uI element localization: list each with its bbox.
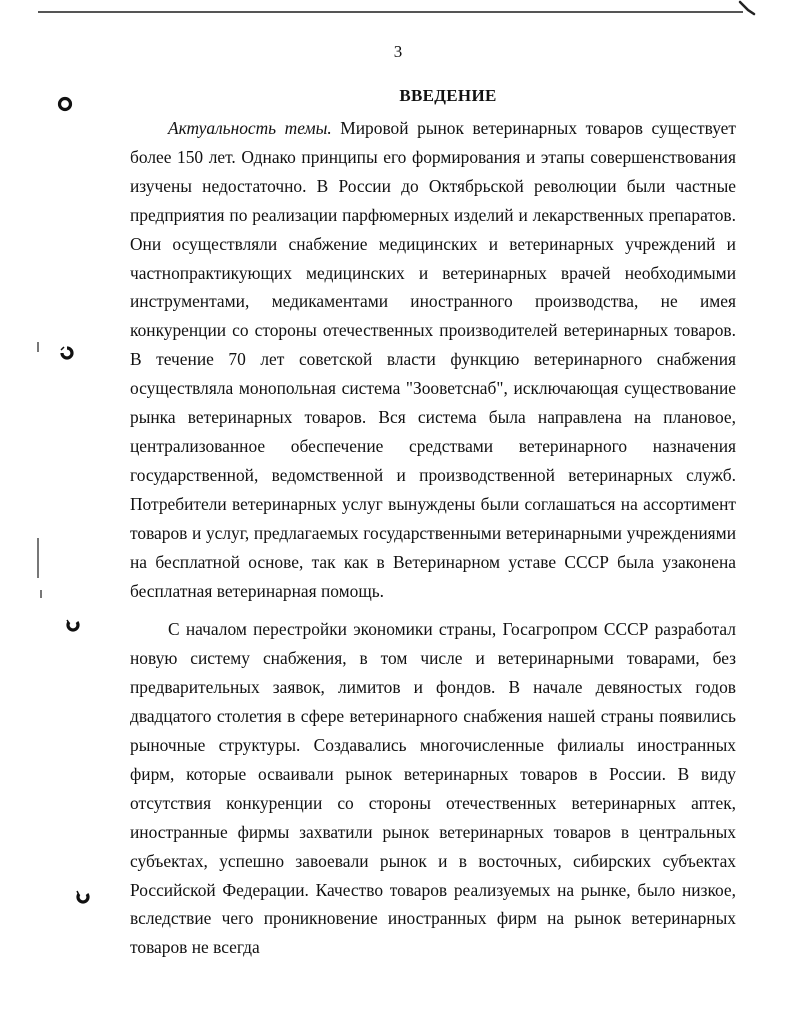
binder-hole-icon	[64, 616, 82, 634]
section-heading: ВВЕДЕНИЕ	[399, 86, 497, 105]
binder-hole-icon	[58, 344, 76, 362]
top-edge-rule	[38, 11, 743, 13]
paragraph-1-text: Мировой рынок ветеринарных товаров существует более 150 лет. Однако принципы его формирования и этапы совершенствования изучены недостаточно. В России до Октябрьской революции были частные предприятия по реализации парфюмерных изделий и лекарственных препаратов. Они осуществляли снабжение медицинских и ветеринарных учреждений и частнопрактикующих медицинских и ветеринарных врачей необходимыми инструментами, медикаментами иностранного производства, не имея конкуренции со стороны отечественных производителей ветеринарных товаров. В течение 70 лет советской власти функцию ветеринарного снабжения осуществляла монопольная система "Зооветснаб", исключающая существование рынка ветеринарных товаров. Вся система была направлена на плановое, централизованное обеспечение средствами ветеринарного назначения государственной, ведомственной и производственной ветеринарных служб. Потребители ветеринарных услуг вынуждены были соглашаться на ассортимент товаров и услуг, предлагаемых государственными ветеринарными учреждениями на бесплатной основе, так как в Ветеринарном уставе СССР была узаконена бесплатная ветеринарная помощь.	[130, 118, 736, 601]
paragraph-lead-in: Актуальность темы.	[168, 118, 332, 138]
binder-hole-icon	[74, 888, 92, 906]
body-text	[130, 114, 736, 962]
binder-hole-icon	[56, 95, 74, 113]
scan-speck	[37, 342, 39, 352]
corner-fold-mark-icon	[736, 0, 758, 22]
paragraph-2	[130, 615, 736, 962]
scan-speck	[40, 590, 42, 598]
paragraph-2-text: С началом перестройки экономики страны, Госагропром СССР разработал новую систему снабжения, в том числе и ветеринарными товарами, без предварительных заявок, лимитов и фондов. В начале девяностых годов двадцатого столетия в сфере ветеринарного снабжения нашей страны появились рыночные структуры. Создавались многочисленные филиалы иностранных фирм, которые осваивали рынок ветеринарных товаров в России. В виду отсутствия конкуренции со стороны отечественных ветеринарных аптек, иностранные фирмы захватили рынок ветеринарных товаров в центральных субъектах, успешно завоевали рынок и в восточных, сибирских субъектах Российской Федерации. Качество товаров реализуемых на рынке, было низкое, вследствие чего проникновение иностранных фирм на рынок ветеринарных товаров не всегда	[130, 619, 736, 958]
page-number: 3	[393, 42, 403, 61]
scan-speck	[37, 538, 39, 578]
paragraph-1	[130, 114, 736, 605]
